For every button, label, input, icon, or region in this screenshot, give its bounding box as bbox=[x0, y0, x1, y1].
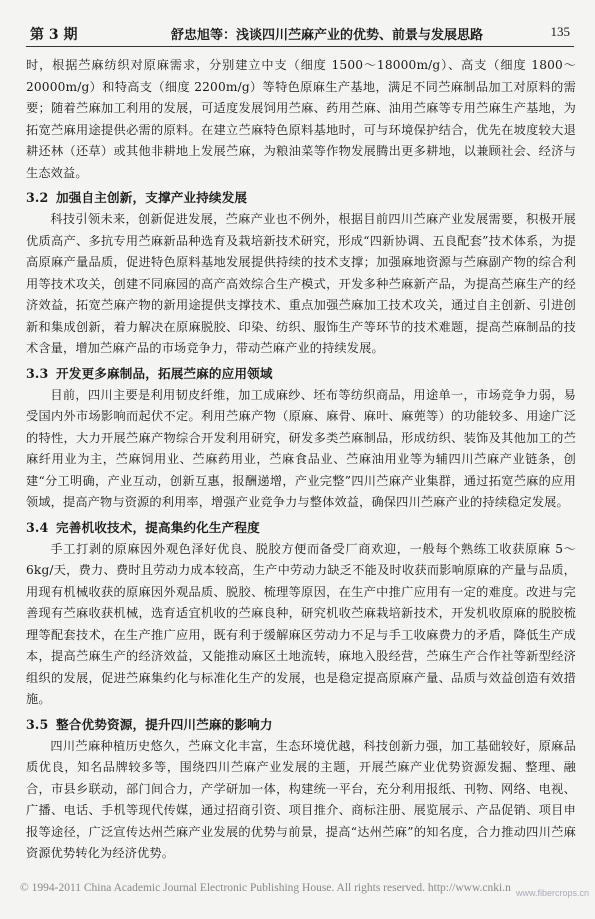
section-paragraph: 四川苎麻种植历史悠久，苎麻文化丰富，生态环境优越，科技创新力强，加工基础较好，原麻品质优良，知名品牌较多等，围绕四川苎麻产业发展的主题，开展苎麻产业优势资源发掘、整理、融合，市县乡联动，部门间合力，产学研加一体，构建统一平台，充分利用报纸、刊物、网络、电视、广播、电话、手机等现代传媒，通过招商引资、项目推介、商标注册、展览展示、产品促销、项目申报等途径，广泛宣传达州苎麻产业发展的优势与前景，提高“达州苎麻”的知名度，合力推动四川苎麻资源优势转化为经济优势。 bbox=[26, 738, 576, 860]
section-title: 加强自主创新，支撑产业持续发展 bbox=[56, 190, 248, 205]
section-heading-3-5 bbox=[26, 714, 576, 736]
intro-paragraph: 时，根据苎麻纺织对原麻需求，分别建立中支（细度 1500～18000m/g）、高支（细度 1800～20000m/g）和特高支（细度 2200m/g）等特色原麻生产基地，满足不同苎麻制品加工对原料的需要；随着苎麻加工利用的发展，可适度发展饲用苎麻、药用苎麻、油用苎麻等专用苎麻生产基地，为拓宽苎麻用途提供必需的原料。在建立苎麻特色原料基地时，可与环境保护结合，优先在坡度较大退耕还林（还草）或其他非耕地上发展苎麻，为粮油菜等作物发展腾出更多耕地，以兼顾社会、经济与生态效益。 bbox=[26, 58, 576, 180]
running-title: 舒忠旭等：浅谈四川苎麻产业的优势、前景与发展思路 bbox=[171, 28, 484, 43]
running-header bbox=[26, 18, 574, 47]
copyright-text: © 1994-2011 China Academic Journal Electronic Publishing House. All rights reserved. bbox=[20, 882, 425, 894]
watermark: www.fibercrops.cn bbox=[515, 888, 589, 898]
section-number: 3.3 bbox=[26, 365, 49, 381]
section-number: 3.2 bbox=[26, 190, 49, 205]
section-paragraph: 目前，四川主要是利用韧皮纤维，加工成麻纱、坯布等纺织商品，用途单一，市场竞争力弱，易受国内外市场影响而起伏不定。利用苎麻产物（原麻、麻骨、麻叶、麻蔸等）的功能较多、用途广泛的特性，大力开展苎麻产物综合开发利用研究，研发多类苎麻制品，形成纺织、装饰及其他加工的苎麻纤用业为主，苎麻饲用业、苎麻药用业，苎麻食品业、苎麻油用业等为辅四川苎麻产业链条，创建“分工明确，产业互动，创新互惠，报酬递增，产业完整”四川苎麻产业集群，通过拓宽苎麻的应用领域，提高产物与资源的利用率，增强产业竞争力与整体效益，确保四川苎麻产业的持续稳定发展。 bbox=[26, 387, 576, 509]
page-number: 135 bbox=[550, 24, 570, 39]
footer-url: http://www.cnki.n bbox=[427, 882, 511, 894]
section-title: 开发更多麻制品，拓展苎麻的应用领域 bbox=[56, 365, 273, 381]
section-title: 整合优势资源，提升四川苎麻的影响力 bbox=[56, 716, 273, 732]
section-number: 3.5 bbox=[26, 716, 49, 732]
article-body bbox=[26, 55, 576, 865]
section-paragraph: 手工打剥的原麻因外观色泽好优良、脱胶方便而备受厂商欢迎，一般每个熟练工收获原麻 5～6kg/天，费力、费时且劳动力成本较高，生产中劳动力缺乏不能及时收获而影响原麻的产量与品质，用现有机械收获的原麻因外观品质、脱胶、梳理等原因，在生产中推广应用有一定的难度。改进与完善现有苎麻收获机械，选育适宜机收的苎麻良种，研究机收苎麻栽培新技术，开发机收原麻的脱胶梳理等配套技术，在生产推广应用，既有利于缓解麻区劳动力不足与手工收麻费力的矛盾，降低生产成本，提高苎麻生产的经济效益，又能推动麻区土地流转，麻地入股经营，苎麻生产合作社等新型经济组织的发展，促进苎麻集约化与标准化生产的发展，也是稳定提高原麻产量、品质与效益创造有效措施。 bbox=[26, 541, 576, 706]
issue-label: 第 3 期 bbox=[30, 27, 78, 43]
section-heading-3-4 bbox=[26, 517, 576, 539]
section-heading-3-3 bbox=[26, 363, 576, 385]
section-paragraph: 科技引领未来，创新促进发展，苎麻产业也不例外，根据目前四川苎麻产业发展需要，积极开展优质高产、多抗专用苎麻新品种选育及栽培新技术研究，形成“四新协调、五良配套”技术体系，为提高原麻产量品质，促进特色原料基地发展提供持续的技术支撑；加强麻地资源与苎麻副产物的综合利用等技术攻关，创建不同麻园的高产高效综合生产模式，开发多种苎麻新产品，为提高苎麻生产的经济效益，拓宽苎麻产物的新用途提供支撑技术、重点加强苎麻加工技术攻关，通过自主创新、引进创新和集成创新，着力解决在原麻脱胶、印染、纺织、服饰生产等环节的技术难题，提高苎麻制品的技术含量，增加苎麻产品的市场竞争力，带动苎麻产业的持续发展。 bbox=[26, 212, 576, 355]
section-title: 完善机收技术，提高集约化生产程度 bbox=[56, 519, 260, 535]
copyright-footer bbox=[20, 882, 590, 894]
section-heading-3-2 bbox=[26, 187, 576, 209]
section-number: 3.4 bbox=[26, 519, 49, 535]
